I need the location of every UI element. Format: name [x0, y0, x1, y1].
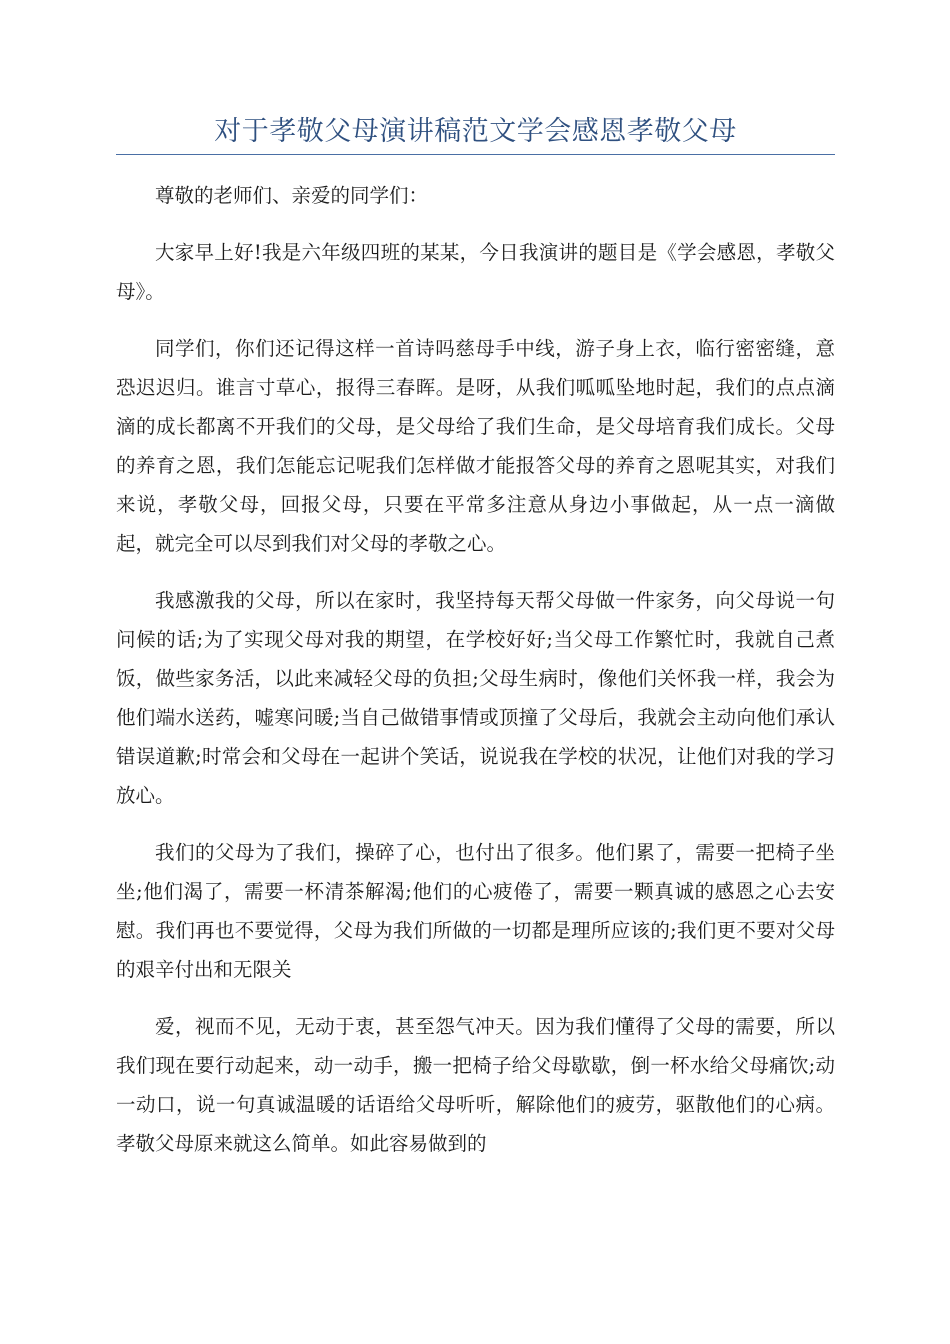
paragraph-poem: 同学们，你们还记得这样一首诗吗慈母手中线，游子身上衣，临行密密缝，意恐迟迟归。谁言寸草心，报得三春晖。是呀，从我们呱呱坠地时起，我们的点点滴滴的成长都离不开我们的父母，是父母给了我们生命，是父母培育我们成长。父母的养育之恩，我们怎能忘记呢我们怎样做才能报答父母的养育之恩呢其实，对我们来说，孝敬父母，回报父母，只要在平常多注意从身边小事做起，从一点一滴做起，就完全可以尽到我们对父母的孝敬之心。 — [116, 337, 835, 555]
document-body — [116, 176, 835, 1181]
paragraph-greeting: 大家早上好!我是六年级四班的某某，今日我演讲的题目是《学会感恩，孝敬父母》。 — [116, 241, 835, 303]
paragraph-gratitude: 我感激我的父母，所以在家时，我坚持每天帮父母做一件家务，向父母说一句问候的话;为了实现父母对我的期望，在学校好好;当父母工作繁忙时，我就自己煮饭，做些家务活，以此来减轻父母的负担;父母生病时，像他们关怀我一样，我会为他们端水送药，嘘寒问暖;当自己做错事情或顶撞了父母后，我就会主动向他们承认错误道歉;时常会和父母在一起讲个笑话，说说我在学校的状况，让他们对我的学习放心。 — [116, 589, 835, 807]
paragraph-sacrifice: 我们的父母为了我们，操碎了心，也付出了很多。他们累了，需要一把椅子坐坐;他们渴了，需要一杯清茶解渴;他们的心疲倦了，需要一颗真诚的感恩之心去安慰。我们再也不要觉得，父母为我们所做的一切都是理所应该的;我们更不要对父母的艰辛付出和无限关 — [116, 841, 835, 981]
document-title: 对于孝敬父母演讲稿范文学会感恩孝敬父母 — [214, 116, 737, 147]
paragraph-salutation: 尊敬的老师们、亲爱的同学们： — [155, 184, 429, 207]
title-underline — [116, 154, 835, 155]
paragraph-action: 爱，视而不见，无动于衷，甚至怨气冲天。因为我们懂得了父母的需要，所以我们现在要行动起来，动一动手，搬一把椅子给父母歇歇，倒一杯水给父母痛饮;动一动口，说一句真诚温暖的话语给父母听听，解除他们的疲劳，驱散他们的心病。孝敬父母原来就这么简单。如此容易做到的 — [116, 1015, 835, 1155]
